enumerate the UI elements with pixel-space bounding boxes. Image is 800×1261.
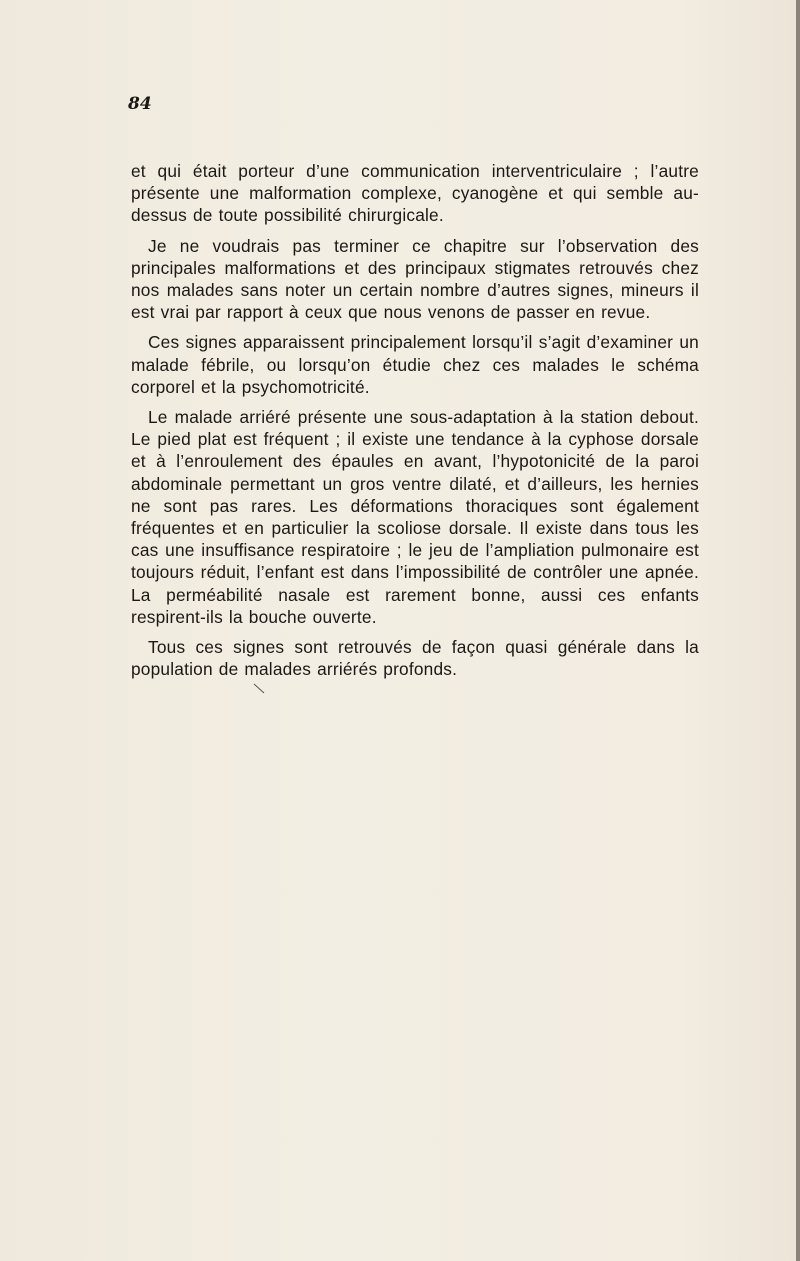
- paragraph-4: Le malade arriéré présente une sous-adaptation à la station debout. Le pied plat est fréquent ; il existe une tendance à la cyphose dorsale et à l’enroulement des épaules en avant, l’hypotonicité de la paroi abdominale permettant un gros ventre dilaté, et d’ailleurs, les hernies ne sont pas rares. Les déformations thoraciques sont également fréquentes et en particulier la scoliose dorsale. Il existe dans tous les cas une insuffisance respiratoire ; le jeu de l’ampliation pulmonaire est toujours réduit, l’enfant est dans l’impossibilité de contrôler une apnée. La perméabilité nasale est rarement bonne, aussi ces enfants respirent-ils la bouche ouverte.: [131, 407, 699, 627]
- paragraph-1: et qui était porteur d’une communication interventriculaire ; l’autre présente une malformation complexe, cyanogène et qui semble au-dessus de toute possibilité chirurgicale.: [131, 161, 699, 226]
- paragraph-2: Je ne voudrais pas terminer ce chapitre sur l’observation des principales malformations et des principaux stigmates retrouvés chez nos malades sans noter un certain nombre d’autres signes, mineurs il est vrai par rapport à ceux que nous venons de passer en revue.: [131, 235, 699, 323]
- paragraph-5: Tous ces signes sont retrouvés de façon quasi générale dans la population de malades arriérés profonds.: [131, 637, 699, 680]
- stray-pen-mark: [252, 683, 266, 695]
- body-text: [131, 160, 699, 688]
- paragraph-3: Ces signes apparaissent principalement lorsqu’il s’agit d’examiner un malade fébrile, ou lorsqu’on étudie chez ces malades le schéma corporel et la psychomotricité.: [131, 332, 699, 397]
- page-number: 84: [128, 94, 152, 114]
- page-edge-shadow: [796, 0, 800, 1261]
